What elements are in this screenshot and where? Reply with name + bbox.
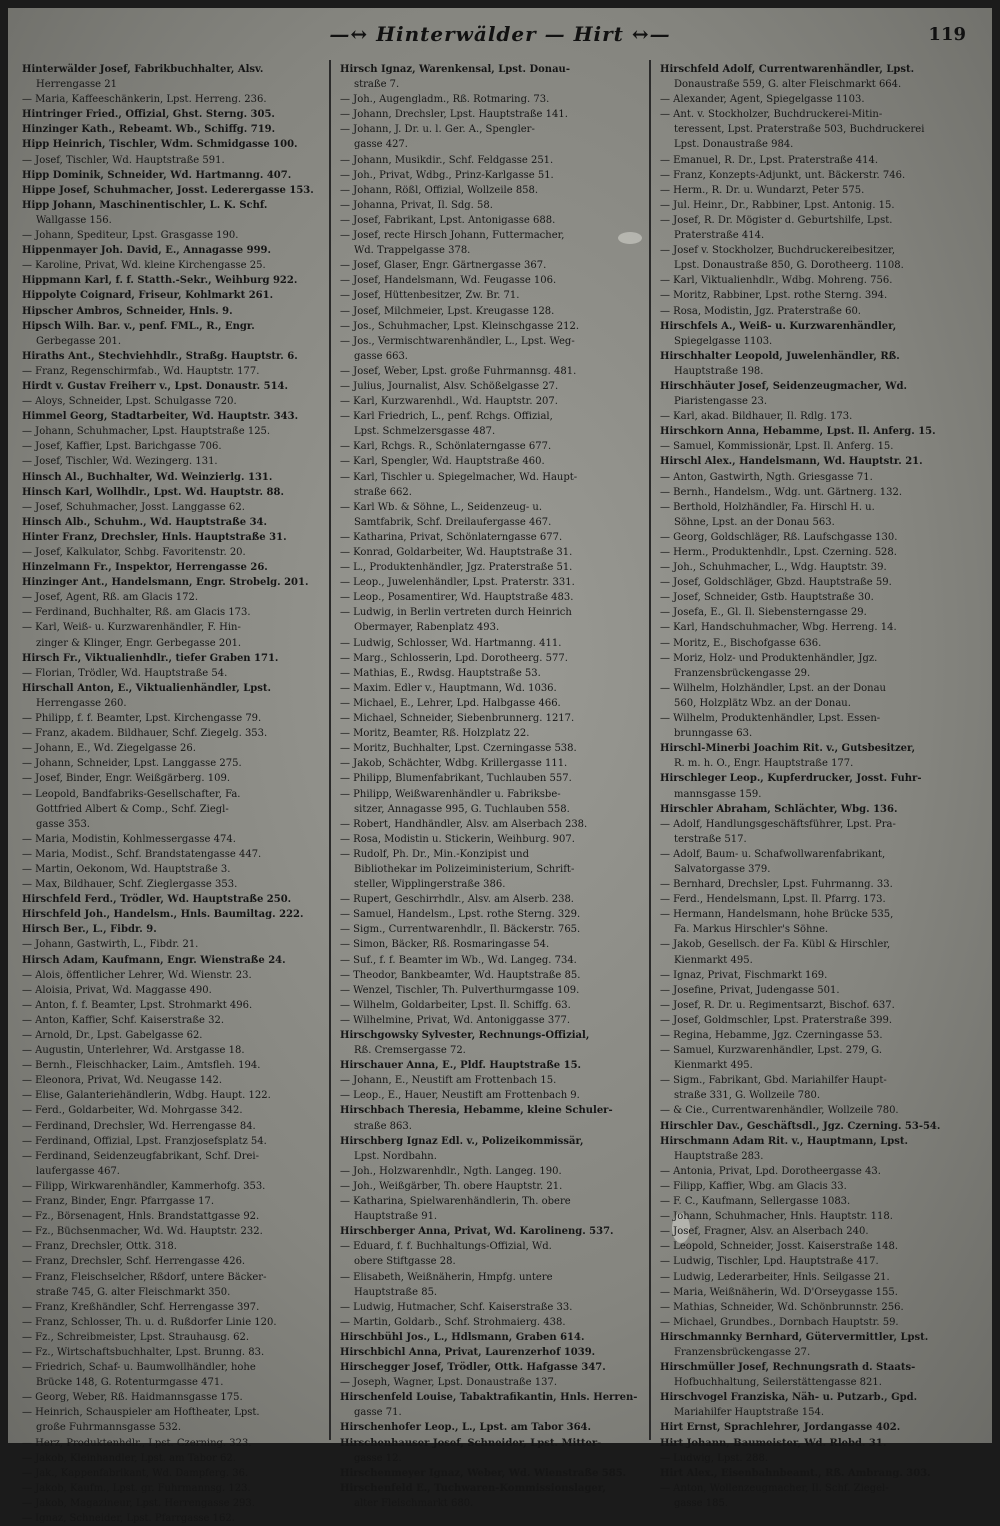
directory-entry-line: — Josef, R. Dr. Mögister d. Geburtshilfe, Lpst.: [660, 214, 893, 226]
directory-entry-line: Hirschmüller Josef, Rechnungsrath d. Staats-: [660, 1362, 916, 1374]
directory-entry-line: Hirschegger Josef, Trödler, Ottk. Hafgasse 347.: [340, 1362, 606, 1374]
directory-entry-line: — Leopold, Schneider, Josst. Kaiserstraße 148.: [660, 1241, 899, 1253]
directory-entry-line: Kienmarkt 495.: [674, 1060, 753, 1072]
directory-entry-line: — Karl, Rchgs. R., Schönlaterngasse 677.: [340, 441, 552, 453]
directory-entry-line: Rß. Cremsergasse 72.: [354, 1045, 466, 1057]
directory-entry-line: — Ferdinand, Offizial, Lpst. Franzjosefsplatz 54.: [22, 1135, 267, 1147]
running-title: —↔ Hinterwälder — Hirt ↔—: [329, 22, 671, 46]
directory-entry-line: — Georg, Goldschläger, Rß. Laufschgasse 130.: [660, 531, 898, 543]
directory-entry-line: Hirschleger Leop., Kupferdrucker, Josst. Fuhr-: [660, 773, 922, 785]
column-divider: [329, 60, 331, 1440]
directory-entry-line: — Karl Wb. & Söhne, L., Seidenzeug- u.: [340, 501, 543, 513]
directory-entry-line: Brücke 148, G. Rotenturmgasse 471.: [36, 1377, 224, 1389]
directory-entry-line: straße 331, G. Wollzeile 780.: [674, 1090, 821, 1102]
directory-entry-line: Hippolyte Coignard, Friseur, Kohlmarkt 261.: [22, 290, 274, 302]
directory-entry-line: Hirsch Ignaz, Warenkensal, Lpst. Donau-: [340, 64, 570, 75]
directory-entry-line: — & Cie., Currentwarenhändler, Wollzeile 780.: [660, 1105, 899, 1117]
directory-entry-line: obere Stiftgasse 28.: [354, 1256, 456, 1268]
directory-entry-line: Hiraths Ant., Stechviehhdlr., Straßg. Hauptstr. 6.: [22, 350, 298, 362]
directory-entry-line: Hintringer Fried., Offizial, Ghst. Sterng. 305.: [22, 109, 275, 121]
directory-entry-line: gasse 71.: [354, 1407, 402, 1419]
directory-entry-line: Hirschkorn Anna, Hebamme, Lpst. Il. Anferg. 15.: [660, 426, 936, 438]
directory-entry-line: — Katharina, Privat, Schönlaterngasse 677.: [340, 531, 563, 543]
directory-entry-line: — Fz., Büchsenmacher, Wd. Wd. Hauptstr. 232.: [22, 1226, 263, 1238]
directory-entry-line: — Michael, Grundbes., Dornbach Hauptstr. 59.: [660, 1316, 899, 1328]
directory-entry-line: Hauptstraße 85.: [354, 1286, 438, 1298]
directory-entry-line: — Emanuel, R. Dr., Lpst. Praterstraße 414.: [660, 154, 879, 166]
directory-entry-line: — Bernhard, Drechsler, Lpst. Fuhrmanng. 33.: [660, 879, 893, 891]
directory-entry-line: Hippe Josef, Schuhmacher, Josst. Lederergasse 153.: [22, 184, 314, 196]
directory-entry-line: — Marg., Schlosserin, Lpd. Dorotheerg. 577.: [340, 652, 568, 664]
directory-entry-line: — Martin, Oekonom, Wd. Hauptstraße 3.: [22, 863, 231, 875]
directory-entry-line: Donaustraße 559, G. alter Fleischmarkt 664.: [674, 79, 902, 91]
directory-entry-line: Hirschenmeyer Ignaz, Weber, Wd. Wienstraße 585.: [340, 1467, 627, 1479]
directory-entry-line: — Herz, Produktenhdlr., Lpst. Czerning. 323.: [22, 1437, 252, 1449]
directory-entry-line: — Josef, recte Hirsch Johann, Futtermacher,: [340, 230, 565, 242]
directory-entry-line: — Moritz, Buchhalter, Lpst. Czerningasse 538.: [340, 743, 577, 755]
directory-entry-line: — Maria, Modist., Schf. Brandstatengasse 447.: [22, 848, 262, 860]
directory-entry-line: Hipp Heinrich, Tischler, Wdm. Schmidgasse 100.: [22, 139, 298, 151]
directory-entry-line: — Josef, Kaffier, Lpst. Barichgasse 706.: [22, 441, 222, 453]
directory-entry-line: Hinsch Alb., Schuhm., Wd. Hauptstraße 34.: [22, 516, 267, 528]
directory-entry-line: terstraße 517.: [674, 833, 747, 845]
directory-entry-line: Lpst. Nordbahn.: [354, 1150, 437, 1162]
directory-entry-line: — Max, Bildhauer, Schf. Zieglergasse 353.: [22, 879, 238, 891]
directory-entry-line: Hirschler Abraham, Schlächter, Wbg. 136.: [660, 803, 898, 815]
directory-entry-line: — Herm., Produktenhdlr., Lpst. Czerning. 528.: [660, 547, 897, 558]
directory-entry-line: — Jakob, Kaufm., Lpst. gr. Fuhrmannsg. 123.: [22, 1482, 251, 1494]
directory-entry-line: Hinterwälder Josef, Fabrikbuchhalter, Alsv.: [22, 64, 264, 75]
directory-entry-line: Hirschenhofer Leop., L., Lpst. am Tabor 364.: [340, 1422, 591, 1434]
directory-entry-line: — Moritz, Rabbiner, Lpst. rothe Sterng. 394.: [660, 290, 888, 302]
directory-entry-line: Hirsch Ber., L., Fibdr. 9.: [22, 924, 157, 936]
directory-entry-line: — Simon, Bäcker, Rß. Rosmaringasse 54.: [340, 939, 550, 951]
directory-entry-line: — Eleonora, Privat, Wd. Neugasse 142.: [22, 1075, 223, 1087]
directory-entry-line: Hirsch Fr., Viktualienhdlr., tiefer Graben 171.: [22, 652, 279, 664]
directory-entry-line: — Herm., R. Dr. u. Wundarzt, Peter 575.: [660, 184, 865, 196]
directory-entry-line: — Ludwig, Lederarbeiter, Hnls. Seilgasse 21.: [660, 1271, 890, 1283]
directory-entry-line: Hirschl-Minerbi Joachim Rit. v., Gutsbesitzer,: [660, 743, 916, 755]
directory-entry-line: — Ant. v. Stockholzer, Buchdruckerei-Mitin-: [660, 109, 883, 121]
directory-entry-line: Hauptstraße 283.: [674, 1150, 764, 1162]
directory-entry-line: — Jakob, Magazineur, Lpst. Herrengasse 293.: [22, 1497, 255, 1509]
directory-entry-line: — Philipp, f. f. Beamter, Lpst. Kirchengasse 79.: [22, 713, 262, 725]
directory-entry-line: Kienmarkt 495.: [674, 954, 753, 966]
directory-entry-line: Hippmann Karl, f. f. Statth.-Sekr., Weihburg 922.: [22, 275, 298, 287]
directory-entry-line: straße 745, G. alter Fleischmarkt 350.: [36, 1286, 231, 1298]
directory-entry-line: — Friedrich, Schaf- u. Baumwollhändler, hohe: [22, 1362, 256, 1374]
directory-entry-line: Hirschall Anton, E., Viktualienhändler, Lpst.: [22, 682, 272, 694]
directory-entry-line: Hirschauer Anna, E., Pldf. Hauptstraße 15.: [340, 1060, 582, 1072]
directory-entry-line: Hinsch Al., Buchhalter, Wd. Weinzierlg. 131.: [22, 471, 273, 483]
directory-entry-line: Hippenmayer Joh. David, E., Annagasse 999.: [22, 245, 271, 257]
directory-entry-line: — Josef, Schuhmacher, Josst. Langgasse 62.: [22, 501, 245, 513]
directory-entry-line: — Johann, Schuhmacher, Hnls. Hauptstr. 118.: [660, 1211, 893, 1223]
directory-entry-line: Hirschbichl Anna, Privat, Laurenzerhof 1039.: [340, 1346, 596, 1358]
directory-entry-line: — Regina, Hebamme, Jgz. Czerningasse 53.: [660, 1030, 883, 1041]
directory-entry-line: — Samuel, Handelsm., Lpst. rothe Sterng. 329.: [340, 909, 581, 921]
directory-entry-line: Mariahilfer Hauptstraße 154.: [674, 1407, 825, 1419]
directory-entry-line: — Johanna, Privat, Il. Sdg. 58.: [340, 199, 493, 211]
directory-entry-line: Hirschler Dav., Geschäftsdl., Jgz. Czerning. 53-54.: [660, 1120, 941, 1132]
directory-entry-line: — Rupert, Geschirrhdlr., Alsv. am Alserb. 238.: [340, 894, 574, 906]
directory-entry-line: Hirschfels A., Weiß- u. Kurzwarenhändler,: [660, 320, 897, 332]
column-divider: [649, 60, 651, 1440]
directory-entry-line: — Fz., Schreibmeister, Lpst. Strauhausg. 62.: [22, 1331, 250, 1343]
directory-entry-line: große Fuhrmannsgasse 532.: [36, 1422, 182, 1434]
directory-entry-line: — Josef, Weber, Lpst. große Fuhrmannsg. 481.: [340, 365, 577, 377]
directory-entry-line: Praterstraße 414.: [674, 230, 765, 242]
directory-entry-line: — Adolf, Handlungsgeschäftsführer, Lpst. Pra-: [660, 818, 896, 830]
directory-entry-line: — Josef, Schneider, Gstb. Hauptstraße 30.: [660, 592, 874, 604]
directory-entry-line: Hipscher Ambros, Schneider, Hnls. 9.: [22, 305, 233, 317]
directory-entry-line: — Aloisia, Privat, Wd. Maggasse 490.: [22, 984, 212, 996]
directory-entry-line: — Theodor, Bankbeamter, Wd. Hauptstraße 85.: [340, 969, 581, 981]
directory-entry-line: — Maria, Modistin, Kohlmessergasse 474.: [22, 833, 236, 845]
directory-entry-line: — Franz, Schlosser, Th. u. d. Rußdorfer Linie 120.: [22, 1316, 277, 1328]
directory-entry-line: — Maxim. Edler v., Hauptmann, Wd. 1036.: [340, 682, 557, 694]
directory-entry-line: Hirt Johann, Baumeister, Wd. Rlebd. 31.: [660, 1437, 887, 1449]
directory-entry-line: — Karl, Tischler u. Spiegelmacher, Wd. Haupt-: [340, 471, 578, 483]
directory-entry-line: — Antonia, Privat, Lpd. Dorotheergasse 43.: [660, 1165, 881, 1177]
directory-column-2: [340, 62, 640, 1509]
directory-entry-line: — Robert, Handhändler, Alsv. am Alserbach 238.: [340, 818, 588, 830]
directory-entry-line: — Moritz, Beamter, Rß. Holzplatz 22.: [340, 728, 530, 740]
directory-entry-line: — Karl, Kurzwarenhdl., Wd. Hauptstr. 207.: [340, 396, 558, 408]
directory-entry-line: — Franz, akadem. Bildhauer, Schf. Ziegelg. 353.: [22, 728, 268, 740]
directory-entry-line: — Wilhelm, Produktenhändler, Lpst. Essen-: [660, 713, 881, 725]
directory-entry-line: — Elisabeth, Weißnäherin, Hmpfg. untere: [340, 1271, 553, 1283]
directory-entry-line: Hirschberger Anna, Privat, Wd. Karolineng. 537.: [340, 1226, 614, 1238]
directory-entry-line: Gerbegasse 201.: [36, 335, 121, 347]
directory-entry-line: — Josef, Glaser, Engr. Gärtnergasse 367.: [340, 260, 547, 272]
directory-entry-line: — Michael, Schneider, Siebenbrunnerg. 1217.: [340, 713, 575, 725]
directory-entry-line: — Joseph, Wagner, Lpst. Donaustraße 137.: [340, 1377, 557, 1389]
directory-entry-line: — Josefine, Privat, Judengasse 501.: [660, 984, 840, 996]
directory-entry-line: — Karl, Handschuhmacher, Wbg. Herreng. 14.: [660, 622, 897, 634]
directory-entry-line: — Johann, Gastwirth, L., Fibdr. 21.: [22, 939, 199, 951]
directory-entry-line: — Joh., Holzwarenhdlr., Ngth. Langeg. 190.: [340, 1165, 562, 1177]
directory-entry-line: straße 662.: [354, 486, 412, 498]
directory-entry-line: — Josef, Binder, Engr. Weißgärberg. 109.: [22, 773, 231, 785]
directory-entry-line: Hirsch Adam, Kaufmann, Engr. Wienstraße 24.: [22, 954, 286, 966]
directory-entry-line: — Fz., Börsenagent, Hnls. Brandstattgasse 92.: [22, 1211, 260, 1223]
directory-entry-line: Hipsch Wilh. Bar. v., penf. FML., R., Engr.: [22, 320, 255, 332]
directory-entry-line: — Josef, Hüttenbesitzer, Zw. Br. 71.: [340, 290, 520, 302]
directory-entry-line: Hauptstraße 91.: [354, 1211, 438, 1223]
directory-entry-line: — Ignaz, Schneider, Lpst. Pfarrgasse 162.: [22, 1513, 235, 1524]
directory-entry-line: — Ludwig, Hutmacher, Schf. Kaiserstraße 33.: [340, 1301, 573, 1313]
directory-entry-line: — Fz., Wirtschaftsbuchhalter, Lpst. Brunng. 83.: [22, 1346, 265, 1358]
directory-entry-line: — Michael, E., Lehrer, Lpd. Halbgasse 466.: [340, 697, 561, 709]
directory-entry-line: Franzensbrückengasse 29.: [674, 667, 811, 679]
directory-entry-line: sitzer, Annagasse 995, G. Tuchlauben 558.: [354, 803, 570, 815]
directory-entry-line: — Josef, Tischler, Wd. Hauptstraße 591.: [22, 154, 225, 166]
directory-entry-line: — Maria, Weißnäherin, Wd. D'Orseygasse 155.: [660, 1286, 898, 1298]
directory-entry-line: — Jos., Vermischtwarenhändler, L., Lpst. Weg-: [340, 335, 575, 347]
directory-entry-line: gasse 12.: [354, 1452, 402, 1464]
page-header: [8, 16, 992, 52]
directory-entry-line: mannsgasse 159.: [674, 788, 762, 800]
directory-entry-line: gasse 427.: [354, 139, 408, 151]
directory-entry-line: Spiegelgasse 1103.: [674, 335, 773, 347]
directory-entry-line: gasse 663.: [354, 350, 408, 362]
directory-entry-line: Himmel Georg, Stadtarbeiter, Wd. Hauptstr. 343.: [22, 411, 299, 423]
directory-entry-line: — Joh., Schuhmacher, L., Wdg. Hauptstr. 39.: [660, 562, 887, 574]
directory-entry-line: — Franz, Kreßhändler, Schf. Herrengasse 397.: [22, 1301, 260, 1313]
directory-entry-line: — Suf., f. f. Beamter im Wb., Wd. Langeg. 734.: [340, 954, 577, 966]
directory-entry-line: — Joh., Weißgärber, Th. obere Hauptstr. 21.: [340, 1180, 563, 1192]
directory-entry-line: — Josef, Goldmschler, Lpst. Praterstraße 399.: [660, 1014, 893, 1026]
directory-entry-line: — Wenzel, Tischler, Th. Pulverthurmgasse 109.: [340, 984, 580, 996]
directory-entry-line: — Philipp, Weißwarenhändler u. Fabriksbe-: [340, 788, 561, 800]
directory-entry-line: Hirschfeld Adolf, Currentwarenhändler, Lpst.: [660, 64, 915, 75]
directory-entry-line: — Hermann, Handelsmann, hohe Brücke 535,: [660, 909, 894, 921]
directory-entry-line: — Wilhelm, Goldarbeiter, Lpst. Il. Schiffg. 63.: [340, 999, 571, 1011]
directory-entry-line: — Jakob, Schächter, Wdbg. Krillergasse 111.: [340, 758, 568, 770]
directory-entry-line: — Karl, Spengler, Wd. Hauptstraße 460.: [340, 456, 545, 468]
directory-entry-line: Herrengasse 260.: [36, 697, 127, 709]
directory-entry-line: brunngasse 63.: [674, 728, 753, 740]
directory-entry-line: — Joh., Augengladm., Rß. Rotmaring. 73.: [340, 94, 550, 106]
directory-entry-line: — F. C., Kaufmann, Sellergasse 1083.: [660, 1196, 851, 1208]
directory-entry-line: — Franz, Binder, Engr. Pfarrgasse 17.: [22, 1196, 215, 1208]
scanned-page: [8, 8, 992, 1524]
directory-entry-line: — Karl, Weiß- u. Kurzwarenhändler, F. Hin-: [22, 622, 241, 634]
directory-entry-line: — Joh., Privat, Wdbg., Prinz-Karlgasse 51.: [340, 169, 554, 181]
directory-entry-line: Hirschbach Theresia, Hebamme, kleine Schuler-: [340, 1105, 613, 1117]
directory-entry-line: — Heinrich, Schauspieler am Hoftheater, Lpst.: [22, 1407, 260, 1419]
directory-entry-line: — Josef, Agent, Rß. am Glacis 172.: [22, 592, 199, 604]
directory-entry-line: Hirschl Alex., Handelsmann, Wd. Hauptstr. 21.: [660, 456, 923, 468]
directory-entry-line: — Karoline, Privat, Wd. kleine Kirchengasse 25.: [22, 260, 266, 272]
directory-entry-line: Hirschenfeld E., Tuchwaren-Kommissionslager,: [340, 1482, 606, 1494]
directory-entry-line: — Josef, Milchmeier, Lpst. Kreugasse 128.: [340, 305, 555, 317]
directory-entry-line: — Berthold, Holzhändler, Fa. Hirschl H. u.: [660, 501, 875, 513]
directory-entry-line: — Ferdinand, Drechsler, Wd. Herrengasse 84.: [22, 1120, 256, 1132]
directory-entry-line: Hirdt v. Gustav Freiherr v., Lpst. Donaustr. 514.: [22, 380, 288, 392]
directory-entry-line: 560, Holzplätz Wbz. an der Donau.: [674, 697, 851, 709]
directory-entry-line: — Jakob, Gesellsch. der Fa. Kübl & Hirschler,: [660, 939, 891, 951]
directory-entry-line: — Georg, Weber, Rß. Haidmannsgasse 175.: [22, 1392, 243, 1404]
directory-entry-line: steller, Wipplingerstraße 386.: [354, 879, 506, 891]
directory-entry-line: Wallgasse 156.: [36, 214, 112, 226]
directory-entry-line: Hinzelmann Fr., Inspektor, Herrengasse 26.: [22, 562, 268, 574]
directory-entry-line: Hirschmannky Bernhard, Gütervermittler, Lpst.: [660, 1331, 929, 1343]
directory-entry-line: — Leopold, Bandfabriks-Gesellschafter, Fa.: [22, 788, 241, 800]
directory-entry-line: — Johann, Musikdir., Schf. Feldgasse 251.: [340, 154, 554, 166]
directory-entry-line: — Rudolf, Ph. Dr., Min.-Konzipist und: [340, 848, 530, 860]
directory-entry-line: — Franz, Drechsler, Schf. Herrengasse 426.: [22, 1256, 246, 1268]
directory-entry-line: Lpst. Schmelzersgasse 487.: [354, 426, 496, 438]
directory-entry-line: — Elise, Galanteriehändlerin, Wdbg. Haupt. 122.: [22, 1090, 271, 1102]
directory-entry-line: laufergasse 467.: [36, 1165, 120, 1177]
directory-entry-line: — Ferdinand, Seidenzeugfabrikant, Schf. Drei-: [22, 1150, 259, 1162]
directory-entry-line: Hirschgowsky Sylvester, Rechnungs-Offizial,: [340, 1030, 590, 1041]
directory-entry-line: Lpst. Donaustraße 850, G. Dorotheerg. 1108.: [674, 260, 904, 272]
directory-entry-line: — Franz, Drechsler, Ottk. 318.: [22, 1241, 177, 1253]
directory-entry-line: — Rosa, Modistin, Jgz. Praterstraße 60.: [660, 305, 861, 317]
directory-entry-line: — Aloys, Schneider, Lpst. Schulgasse 720.: [22, 396, 237, 408]
directory-entry-line: — Jul. Heinr., Dr., Rabbiner, Lpst. Antonig. 15.: [660, 199, 895, 211]
directory-entry-line: — Johann, Spediteur, Lpst. Grasgasse 190.: [22, 230, 239, 242]
directory-entry-line: — Josefa, E., Gl. Il. Siebensterngasse 29.: [660, 607, 867, 619]
directory-entry-line: — Anton, Wollenzeugmacher, Il. Schf. Ziegel-: [660, 1482, 889, 1494]
directory-entry-line: — Karl, akad. Bildhauer, Il. Rdlg. 173.: [660, 411, 853, 423]
directory-entry-line: — Sigm., Currentwarenhdlr., Il. Bäckerstr. 765.: [340, 924, 581, 936]
directory-entry-line: — Leop., Posamentirer, Wd. Hauptstraße 483.: [340, 592, 574, 604]
directory-entry-line: — Ludwig, Tischler, Lpd. Hauptstraße 417.: [660, 1256, 879, 1268]
directory-entry-line: — Maria, Kaffeeschänkerin, Lpst. Herreng. 236.: [22, 94, 267, 106]
directory-entry-line: — Johann, Schneider, Lpst. Langgasse 275.: [22, 758, 242, 770]
directory-entry-line: — Johann, Drechsler, Lpst. Hauptstraße 141.: [340, 109, 568, 121]
directory-entry-line: — Ludwig, Schlosser, Wd. Hartmanng. 411.: [340, 637, 562, 649]
directory-entry-line: Hirschhalter Leopold, Juwelenhändler, Rß.: [660, 350, 900, 362]
directory-entry-line: — Bernh., Handelsm., Wdg. unt. Gärtnerg. 132.: [660, 486, 903, 498]
directory-entry-line: Hauptstraße 198.: [674, 365, 764, 377]
directory-entry-line: Hirschvogel Franziska, Näh- u. Putzarb., Gpd.: [660, 1392, 918, 1404]
directory-entry-line: — Johann, J. Dr. u. l. Ger. A., Spengler-: [340, 124, 535, 136]
directory-entry-line: Söhne, Lpst. an der Donau 563.: [674, 516, 835, 528]
directory-entry-line: — Samuel, Kommissionär, Lpst. Il. Anferg. 15.: [660, 441, 894, 453]
directory-entry-line: Hinzinger Kath., Rebeamt. Wb., Schiffg. 719.: [22, 124, 276, 136]
directory-entry-line: — L., Produktenhändler, Jgz. Praterstraße 51.: [340, 562, 573, 574]
directory-entry-line: — Johann, Rößl, Offizial, Wollzeile 858.: [340, 184, 539, 196]
directory-entry-line: — Franz, Regenschirmfab., Wd. Hauptstr. 177.: [22, 365, 260, 377]
directory-entry-line: — Johann, Schuhmacher, Lpst. Hauptstraße 125.: [22, 426, 271, 438]
directory-entry-line: — Josef, Fragner, Alsv. an Alserbach 240.: [660, 1226, 869, 1238]
directory-entry-line: Hirschfeld Ferd., Trödler, Wd. Hauptstraße 250.: [22, 894, 292, 906]
directory-entry-line: — Anton, Kaffier, Schf. Kaiserstraße 32.: [22, 1014, 224, 1026]
directory-entry-line: — Ferd., Hendelsmann, Lpst. Il. Pfarrg. 173.: [660, 894, 886, 906]
directory-entry-line: — Johann, E., Neustift am Frottenbach 15.: [340, 1075, 557, 1087]
directory-entry-line: — Filipp, Wirkwarenhändler, Kammerhofg. 353.: [22, 1180, 266, 1192]
directory-entry-line: — Karl, Viktualienhdlr., Wdbg. Mohreng. 756.: [660, 275, 893, 287]
directory-entry-line: — Ferdinand, Buchhalter, Rß. am Glacis 173.: [22, 607, 251, 619]
directory-entry-line: Hinsch Karl, Wollhdlr., Lpst. Wd. Hauptstr. 88.: [22, 486, 284, 498]
directory-entry-line: — Augustin, Unterlehrer, Wd. Arstgasse 18.: [22, 1045, 245, 1057]
directory-entry-line: — Filipp, Kaffier, Wbg. am Glacis 33.: [660, 1180, 847, 1192]
directory-entry-line: — Wilhelm, Holzhändler, Lpst. an der Donau: [660, 682, 886, 694]
directory-entry-line: — Mathias, Schneider, Wd. Schönbrunnstr. 256.: [660, 1301, 904, 1313]
directory-entry-line: — Josef, R. Dr. u. Regimentsarzt, Bischof. 637.: [660, 999, 895, 1011]
directory-entry-line: straße 863.: [354, 1120, 412, 1132]
directory-entry-line: Hipp Dominik, Schneider, Wd. Hartmanng. 407.: [22, 169, 292, 181]
directory-entry-line: Franzensbrückengasse 27.: [674, 1346, 811, 1358]
directory-entry-line: — Moritz, E., Bischofgasse 636.: [660, 637, 822, 649]
directory-entry-line: — Martin, Goldarb., Schf. Strohmaierg. 438.: [340, 1316, 566, 1328]
directory-entry-line: — Ferd., Goldarbeiter, Wd. Mohrgasse 342.: [22, 1105, 243, 1117]
directory-entry-line: — Mathias, E., Rwdsg. Hauptstraße 53.: [340, 667, 541, 679]
directory-entry-line: — Josef, Kalkulator, Schbg. Favoritenstr. 20.: [22, 547, 246, 558]
directory-entry-line: Gottfried Albert & Comp., Schf. Ziegl-: [36, 803, 229, 815]
directory-entry-line: Piaristengasse 23.: [674, 396, 768, 408]
directory-entry-line: — Jos., Schuhmacher, Lpst. Kleinschgasse 212.: [340, 320, 580, 332]
directory-entry-line: — Rosa, Modistin u. Stickerin, Weihburg. 907.: [340, 833, 575, 845]
directory-entry-line: gasse 185.: [674, 1497, 728, 1509]
directory-entry-line: Hipp Johann, Maschinentischler, L. K. Schf.: [22, 199, 268, 211]
directory-entry-line: zinger & Klinger, Engr. Gerbegasse 201.: [36, 637, 242, 649]
directory-entry-line: — Leop., E., Hauer, Neustift am Frottenbach 9.: [340, 1090, 580, 1102]
directory-entry-line: — Eduard, f. f. Buchhaltungs-Offizial, Wd.: [340, 1241, 552, 1253]
directory-entry-line: Samtfabrik, Schf. Dreilaufergasse 467.: [354, 516, 552, 528]
directory-entry-line: — Josef, Tischler, Wd. Wezingerg. 131.: [22, 456, 218, 468]
directory-entry-line: teressent, Lpst. Praterstraße 503, Buchdruckerei: [674, 124, 925, 136]
directory-entry-line: — Ludwig, Lpst. 288.: [660, 1452, 768, 1464]
directory-entry-line: Hirschenfeld Louise, Tabaktrafikantin, Hnls. Herren-: [340, 1392, 638, 1404]
directory-entry-line: Lpst. Donaustraße 984.: [674, 139, 794, 151]
directory-entry-line: — Sigm., Fabrikant, Gbd. Mariahilfer Haupt-: [660, 1075, 887, 1087]
directory-entry-line: Hirschenhauser Josef, Schneider, Lpst. Mitter-: [340, 1437, 602, 1449]
directory-entry-line: — Wilhelmine, Privat, Wd. Antoniggasse 377.: [340, 1014, 571, 1026]
directory-entry-line: — Arnold, Dr., Lpst. Gabelgasse 62.: [22, 1030, 203, 1041]
directory-entry-line: — Alexander, Agent, Spiegelgasse 1103.: [660, 94, 865, 106]
directory-entry-line: — Samuel, Kurzwarenhändler, Lpst. 279, G.: [660, 1045, 882, 1057]
directory-entry-line: — Josef, Fabrikant, Lpst. Antonigasse 688.: [340, 214, 556, 226]
directory-entry-line: — Ludwig, in Berlin vertreten durch Heinrich: [340, 607, 572, 619]
directory-entry-line: Hirt Ernst, Sprachlehrer, Jordangasse 402.: [660, 1422, 901, 1434]
directory-entry-line: Wd. Trappelgasse 378.: [354, 245, 471, 257]
directory-entry-line: Hirschfeld Joh., Handelsm., Hnls. Baumiltag. 222.: [22, 909, 304, 921]
directory-entry-line: Hofbuchhaltung, Seilerstättengasse 821.: [674, 1377, 882, 1389]
directory-entry-line: — Jak., Kappenfabrikant, Wd. Dampferg. 36.: [22, 1467, 249, 1479]
directory-entry-line: Hinzinger Ant., Handelsmann, Engr. Strobelg. 201.: [22, 577, 309, 589]
directory-entry-line: — Florian, Trödler, Wd. Hauptstraße 54.: [22, 667, 228, 679]
directory-entry-line: — Anton, Gastwirth, Ngth. Griesgasse 71.: [660, 471, 873, 483]
directory-entry-line: — Julius, Journalist, Alsv. Schößelgasse 27.: [340, 380, 559, 392]
directory-entry-line: — Ignaz, Privat, Fischmarkt 169.: [660, 969, 828, 981]
directory-entry-line: — Konrad, Goldarbeiter, Wd. Hauptstraße 31.: [340, 547, 573, 558]
directory-entry-line: — Leop., Juwelenhändler, Lpst. Praterstr. 331.: [340, 577, 575, 589]
directory-entry-line: gasse 353.: [36, 818, 90, 830]
directory-entry-line: Hirschmann Adam Rit. v., Hauptmann, Lpst.: [660, 1135, 908, 1147]
directory-entry-line: Hirschberg Ignaz Edl. v., Polizeikommissär,: [340, 1135, 584, 1147]
directory-entry-line: Hinter Franz, Drechsler, Hnls. Hauptstraße 31.: [22, 531, 287, 543]
directory-entry-line: — Philipp, Blumenfabrikant, Tuchlauben 557.: [340, 773, 572, 785]
directory-entry-line: Salvatorgasse 379.: [674, 863, 771, 875]
directory-entry-line: Hirt Alex., Eisenbahnbeamt., Rß. Ambrang. 303.: [660, 1467, 931, 1479]
directory-entry-line: Hirschbühl Jos., L., Hdlsmann, Graben 614.: [340, 1331, 585, 1343]
directory-entry-line: — Franz, Konzepts-Adjunkt, unt. Bäckerstr. 746.: [660, 169, 906, 181]
directory-entry-line: — Moriz, Holz- und Produktenhändler, Jgz.: [660, 652, 878, 664]
directory-entry-line: straße 7.: [354, 79, 400, 91]
directory-entry-line: R. m. h. O., Engr. Hauptstraße 177.: [674, 758, 854, 770]
directory-entry-line: — Johann, E., Wd. Ziegelgasse 26.: [22, 743, 196, 755]
directory-entry-line: Hirschhäuter Josef, Seidenzeugmacher, Wd.: [660, 380, 907, 392]
directory-entry-line: — Josef, Goldschläger, Gbzd. Hauptstraße 59.: [660, 577, 892, 589]
directory-entry-line: — Josef v. Stockholzer, Buchdruckereibesitzer,: [660, 245, 896, 257]
directory-entry-line: alter Fleischmarkt 680.: [354, 1497, 474, 1509]
directory-entry-line: — Alois, öffentlicher Lehrer, Wd. Wienstr. 23.: [22, 969, 252, 981]
directory-entry-line: — Jakob, Kleinhandler, Lpst. am Tabor 62.: [22, 1452, 236, 1464]
directory-entry-line: — Josef, Handelsmann, Wd. Feugasse 106.: [340, 275, 557, 287]
page-number: 119: [928, 24, 966, 45]
directory-entry-line: — Franz, Fleischselcher, Rßdorf, untere Bäcker-: [22, 1271, 267, 1283]
directory-entry-line: Obermayer, Rabenplatz 493.: [354, 622, 500, 634]
directory-entry-line: — Adolf, Baum- u. Schafwollwarenfabrikant,: [660, 848, 886, 860]
directory-entry-line: Herrengasse 21: [36, 79, 118, 91]
directory-entry-line: — Anton, f. f. Beamter, Lpst. Strohmarkt 496.: [22, 999, 253, 1011]
directory-entry-line: Fa. Markus Hirschler's Söhne.: [674, 924, 829, 936]
directory-column-3: [660, 62, 980, 1509]
directory-entry-line: — Karl Friedrich, L., penf. Rchgs. Offizial,: [340, 411, 553, 423]
directory-entry-line: Bibliothekar im Polizeiministerium, Schrift-: [354, 863, 575, 875]
directory-entry-line: — Bernh., Fleischhacker, Laim., Amtsfleh. 194.: [22, 1060, 261, 1072]
directory-entry-line: — Katharina, Spielwarenhändlerin, Th. obere: [340, 1196, 571, 1208]
directory-column-1: [22, 62, 322, 1524]
